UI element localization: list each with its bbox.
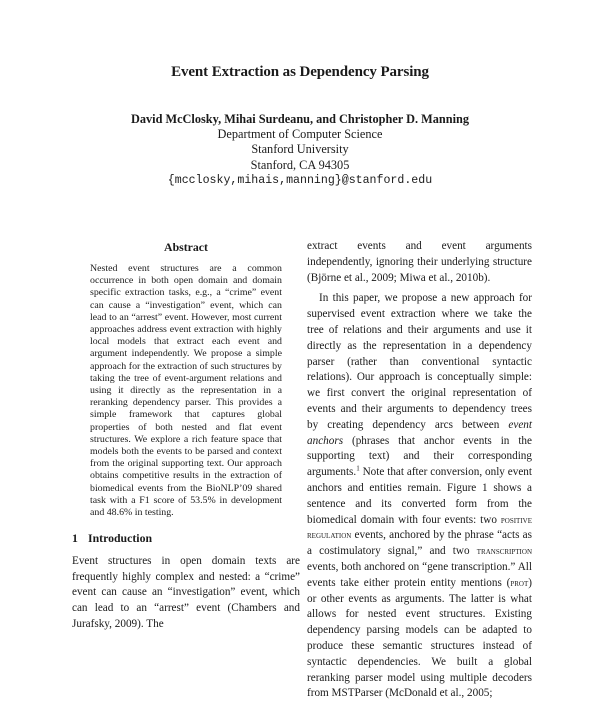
section-title: Introduction	[88, 531, 153, 545]
section-number: 1	[72, 531, 78, 545]
emphasis: event anchors	[307, 418, 532, 447]
right-column	[307, 239, 532, 702]
paper-title: Event Extraction as Dependency Parsing	[171, 64, 429, 80]
location: Stanford, CA 94305	[250, 157, 350, 172]
intro-text: Event structures in open domain texts are frequently highly complex and nested: a “crime” event can cause an “investigation” event, which can lead to an “arrest” event (Chambers and Jurafsky, 2009). The	[72, 555, 300, 630]
paragraph: In this paper, we propose a new approach for supervised event extraction where we take the tree of relations and their arguments and use it directly as the representation in a dependency parser (rather than conventional syntactic relations). Our approach is conceptually simple: we first convert the original representation of events and their arguments to dependency trees by creating dependency arcs between event anchors (phrases that anchor events in the supporting text) and their corresponding arguments.$^1$ Note that after conversion, only event anchors and entities remain. Figure 1 shows a sentence and its converted form from the biomedical domain with four events: two positive regulation events, anchored by the phrase “acts as a costimulatory signal,” and two transcription events, both anchored on “gene transcription.” All events take either protein entity mentions (prot) or other events as arguments. The latter is what allows for nested event structures. Existing dependency parsing models can be adapted to produce these semantic structures instead of syntactic dependencies. We built a global reranking parser model using multiple decoders from MSTParser (McDonald et al., 2005;	[307, 292, 532, 700]
footnote-marker: 1	[356, 464, 360, 473]
event-type: positive regulation	[307, 514, 532, 542]
author-list: David McClosky, Mihai Surdeanu, and Christopher D. Manning	[130, 112, 469, 126]
department: Department of Computer Science	[217, 127, 383, 141]
affiliation-block	[0, 127, 600, 188]
abstract-text: Nested event structures are a common occurrence in both open domain and domain specific extraction tasks, e.g., a “crime” event can cause a “investigation” event, which can lead to an “arrest” event. However, most current approaches address event extraction with highly local models that extract each event and argument independently. We propose a simple approach for the extraction of such structures by taking the tree of event-argument relations and using it directly as the representation in a reranking dependency parser. This provides a simple framework that captures global properties of both nested and flat event structures. We explore a rich feature space that models both the events to be parsed and context from the original supporting text. Our approach obtains competitive results in the extraction of biomedical events from the BioNLP’09 shared task with a F1 score of 53.5% in development and 48.6% in testing.	[90, 263, 282, 519]
email: {mcclosky,mihais,manning}@stanford.edu	[167, 173, 433, 187]
entity-type: prot	[510, 577, 529, 589]
abstract-heading: Abstract	[164, 240, 208, 254]
paragraph: extract events and event arguments independently, ignoring their underlying structure (Björne et al., 2009; Miwa et al., 2010b).	[307, 240, 532, 284]
section-heading	[72, 531, 152, 546]
university: Stanford University	[251, 142, 349, 157]
event-type: transcription	[476, 546, 532, 558]
